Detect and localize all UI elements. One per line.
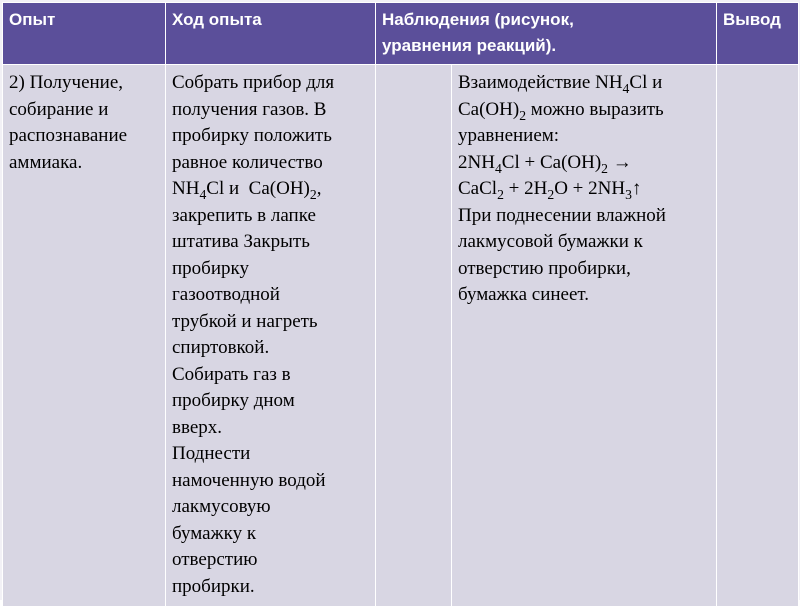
procedure-line: пробирку положить [172,125,332,146]
procedure-line: пробирки. [172,575,255,597]
header-observations-line2: уравнения реакций). [382,36,557,55]
procedure-line: лакмусовую [172,496,271,517]
procedure-formula-line [172,176,370,203]
table-row [3,65,799,607]
procedure-line: бумажку к [172,522,257,544]
eq2-a: CaCl [458,178,498,199]
eq1-arrow: → [608,151,632,173]
cell-experiment [3,65,166,607]
procedure-line: равное количество [172,151,323,173]
eq2-a-subscript: 2 [497,186,504,202]
observation-line: При поднесении влажной [458,204,666,226]
formula-caoh: Ca(OH) [248,178,310,199]
experiment-line: собирание и [9,98,109,120]
experiment-table [2,2,799,607]
obs-caoh-subscript: 2 [519,107,527,123]
equation-line-1 [458,150,711,177]
cell-drawing [376,65,452,607]
procedure-line: штатива Закрыть [172,231,310,252]
procedure-line: спиртовкой. [172,337,270,358]
experiment-line: распознавание [9,125,128,146]
eq2-b: + 2H [503,178,548,199]
obs-cl: Cl и [629,72,663,93]
observation-line: уравнением: [458,125,560,146]
cell-conclusion [717,65,799,607]
procedure-line: намоченную водой [172,469,326,491]
experiment-line: 2) Получение, [9,72,124,93]
obs-caoh: Ca(OH) [458,98,520,120]
eq2-c: O + 2NH [554,178,626,199]
obs-nh-subscript: 4 [622,80,630,96]
procedure-line: газоотводной [172,284,280,305]
formula-end: , [316,178,322,199]
observation-line [458,97,711,124]
eq2-arrow: ↑ [631,178,642,199]
eq1-a: 2NH [458,151,495,173]
header-row [3,3,799,65]
procedure-line: трубкой и нагреть [172,310,318,332]
obs-text: можно выразить [526,98,664,120]
observation-line [458,70,711,97]
formula-caoh-subscript: 2 [309,186,317,202]
experiment-line: аммиака. [9,151,83,173]
eq1-b-subscript: 2 [601,160,609,176]
eq2-b-subscript: 2 [547,186,555,202]
procedure-line: Собрать прибор для [172,72,335,93]
obs-text: Взаимодействие [458,72,596,93]
formula-cl-and: Cl и [206,178,240,199]
procedure-line: получения газов. В [172,98,327,120]
obs-nh: NH [595,72,623,93]
procedure-line: пробирку [172,257,249,279]
eq1-a-subscript: 4 [494,160,502,176]
observation-line: лакмусовой бумажки к [458,231,643,252]
formula-nh: NH [172,178,200,199]
observation-line: бумажка синеет. [458,284,590,305]
formula-nh-subscript: 4 [199,186,207,202]
cell-observations [452,65,717,607]
procedure-line: Поднести [172,443,251,464]
eq1-b: Cl + Ca(OH) [501,151,602,173]
procedure-line: вверх. [172,416,223,438]
header-conclusion: Вывод [717,3,799,65]
procedure-line: пробирку дном [172,390,295,411]
eq2-c-subscript: 3 [625,186,632,202]
observation-line: отверстию пробирки, [458,257,631,279]
header-observations-line1: Наблюдения (рисунок, [382,10,574,29]
procedure-line: отверстию [172,549,258,570]
header-observations [376,3,717,65]
equation-line-2 [458,176,711,203]
procedure-line: закрепить в лапке [172,204,316,226]
header-procedure: Ход опыта [166,3,376,65]
header-experiment: Опыт [3,3,166,65]
procedure-line: Собирать газ в [172,363,291,385]
cell-procedure [166,65,376,607]
